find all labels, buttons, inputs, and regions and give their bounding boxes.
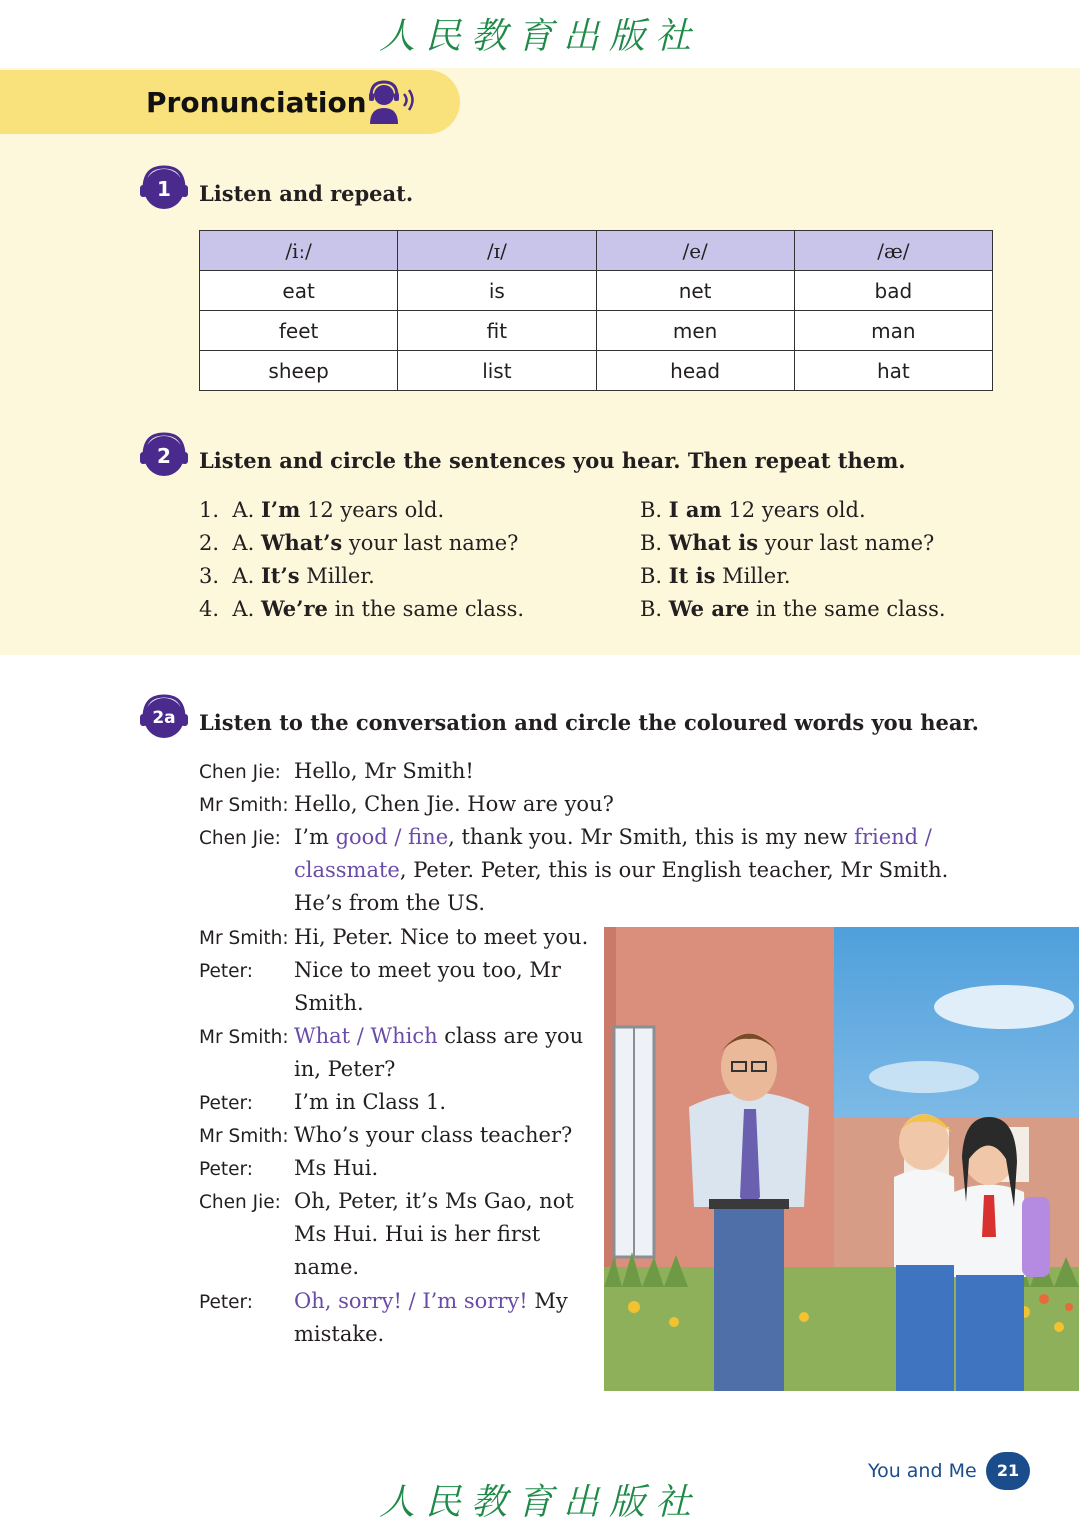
table-cell: eat — [200, 271, 398, 311]
coloured-word-choice: good / fine — [335, 825, 449, 849]
dialogue-line: in, Peter? — [294, 1057, 396, 1081]
coloured-word-choice: friend / — [854, 825, 932, 849]
speaker-label: Peter: — [199, 1292, 254, 1313]
exercise-1-instruction: Listen and repeat. — [199, 181, 414, 206]
column-header: /iː/ — [200, 231, 398, 271]
table-header-row — [200, 231, 993, 271]
dialogue-line: Ms Hui. Hui is her first — [294, 1222, 541, 1246]
dialogue-line: Hello, Chen Jie. How are you? — [294, 792, 614, 816]
dialogue-line: What / Which class are you — [294, 1024, 584, 1048]
question-option-b: B. What is your last name? — [640, 530, 935, 555]
speaker-label: Chen Jie: — [199, 762, 281, 783]
coloured-word-choice: Oh, sorry! / I’m sorry! — [294, 1289, 528, 1313]
table-row — [200, 271, 993, 311]
table-cell: men — [596, 311, 794, 351]
table-row — [200, 311, 993, 351]
question-option-b: B. I am 12 years old. — [640, 497, 866, 522]
dialogue-line: classmate, Peter. Peter, this is our English teacher, Mr Smith. — [294, 858, 949, 882]
illustration-teacher-and-students — [604, 927, 1079, 1391]
exercise-2a-instruction: Listen to the conversation and circle the coloured words you hear. — [199, 710, 979, 735]
coloured-word-choice: What / Which — [294, 1024, 438, 1048]
table-row — [200, 351, 993, 391]
unit-title: You and Me — [868, 1460, 977, 1482]
question-item: 1. A. I’m 12 years old. — [199, 497, 445, 522]
dialogue-line: Oh, sorry! / I’m sorry! My — [294, 1289, 568, 1313]
speaker-label: Peter: — [199, 1159, 254, 1180]
speaker-label: Mr Smith: — [199, 1126, 289, 1147]
speaker-label: Mr Smith: — [199, 795, 289, 816]
dialogue-line: Hi, Peter. Nice to meet you. — [294, 925, 589, 949]
speaker-label: Chen Jie: — [199, 828, 281, 849]
question-item: 2. A. What’s your last name? — [199, 530, 519, 555]
dialogue-line: Hello, Mr Smith! — [294, 759, 474, 783]
table-cell: head — [596, 351, 794, 391]
section-title: Pronunciation — [146, 86, 367, 119]
exercise-1-number: 1 — [144, 169, 184, 209]
exercise-2a-number: 2a — [144, 698, 184, 738]
table-cell: is — [398, 271, 596, 311]
publisher-footer: 人民教育出版社 — [378, 1482, 701, 1523]
question-item: 4. A. We’re in the same class. — [199, 596, 525, 621]
table-cell: list — [398, 351, 596, 391]
dialogue-line: mistake. — [294, 1322, 385, 1346]
table-cell: bad — [794, 271, 992, 311]
speaker-label: Chen Jie: — [199, 1192, 281, 1213]
speaker-label: Peter: — [199, 1093, 254, 1114]
dialogue-line: Oh, Peter, it’s Ms Gao, not — [294, 1189, 574, 1213]
coloured-word-choice: classmate — [294, 858, 400, 882]
publisher-header: 人民教育出版社 — [378, 16, 701, 57]
question-item: 3. A. It’s Miller. — [199, 563, 375, 588]
speaker-label: Mr Smith: — [199, 928, 289, 949]
table-cell: fit — [398, 311, 596, 351]
dialogue-line: Who’s your class teacher? — [294, 1123, 573, 1147]
dialogue-line: I’m good / fine, thank you. Mr Smith, this is my new friend / — [294, 825, 932, 849]
dialogue-line: He’s from the US. — [294, 891, 485, 915]
dialogue-line: name. — [294, 1255, 360, 1279]
table-cell: man — [794, 311, 992, 351]
dialogue-line: Ms Hui. — [294, 1156, 379, 1180]
table-cell: hat — [794, 351, 992, 391]
dialogue-line: I’m in Class 1. — [294, 1090, 447, 1114]
table-cell: feet — [200, 311, 398, 351]
exercise-2-number: 2 — [144, 436, 184, 476]
page-number: 21 — [986, 1452, 1030, 1490]
speaker-label: Mr Smith: — [199, 1027, 289, 1048]
question-option-b: B. It is Miller. — [640, 563, 791, 588]
question-option-b: B. We are in the same class. — [640, 596, 946, 621]
column-header: /æ/ — [794, 231, 992, 271]
table-cell: net — [596, 271, 794, 311]
column-header: /e/ — [596, 231, 794, 271]
dialogue-line: Smith. — [294, 991, 364, 1015]
dialogue-line: Nice to meet you too, Mr — [294, 958, 561, 982]
table-cell: sheep — [200, 351, 398, 391]
phonetics-table — [199, 230, 993, 391]
speaker-label: Peter: — [199, 961, 254, 982]
headphones-speaker-icon — [364, 80, 418, 126]
exercise-2-instruction: Listen and circle the sentences you hear. Then repeat them. — [199, 448, 906, 473]
column-header: /ɪ/ — [398, 231, 596, 271]
